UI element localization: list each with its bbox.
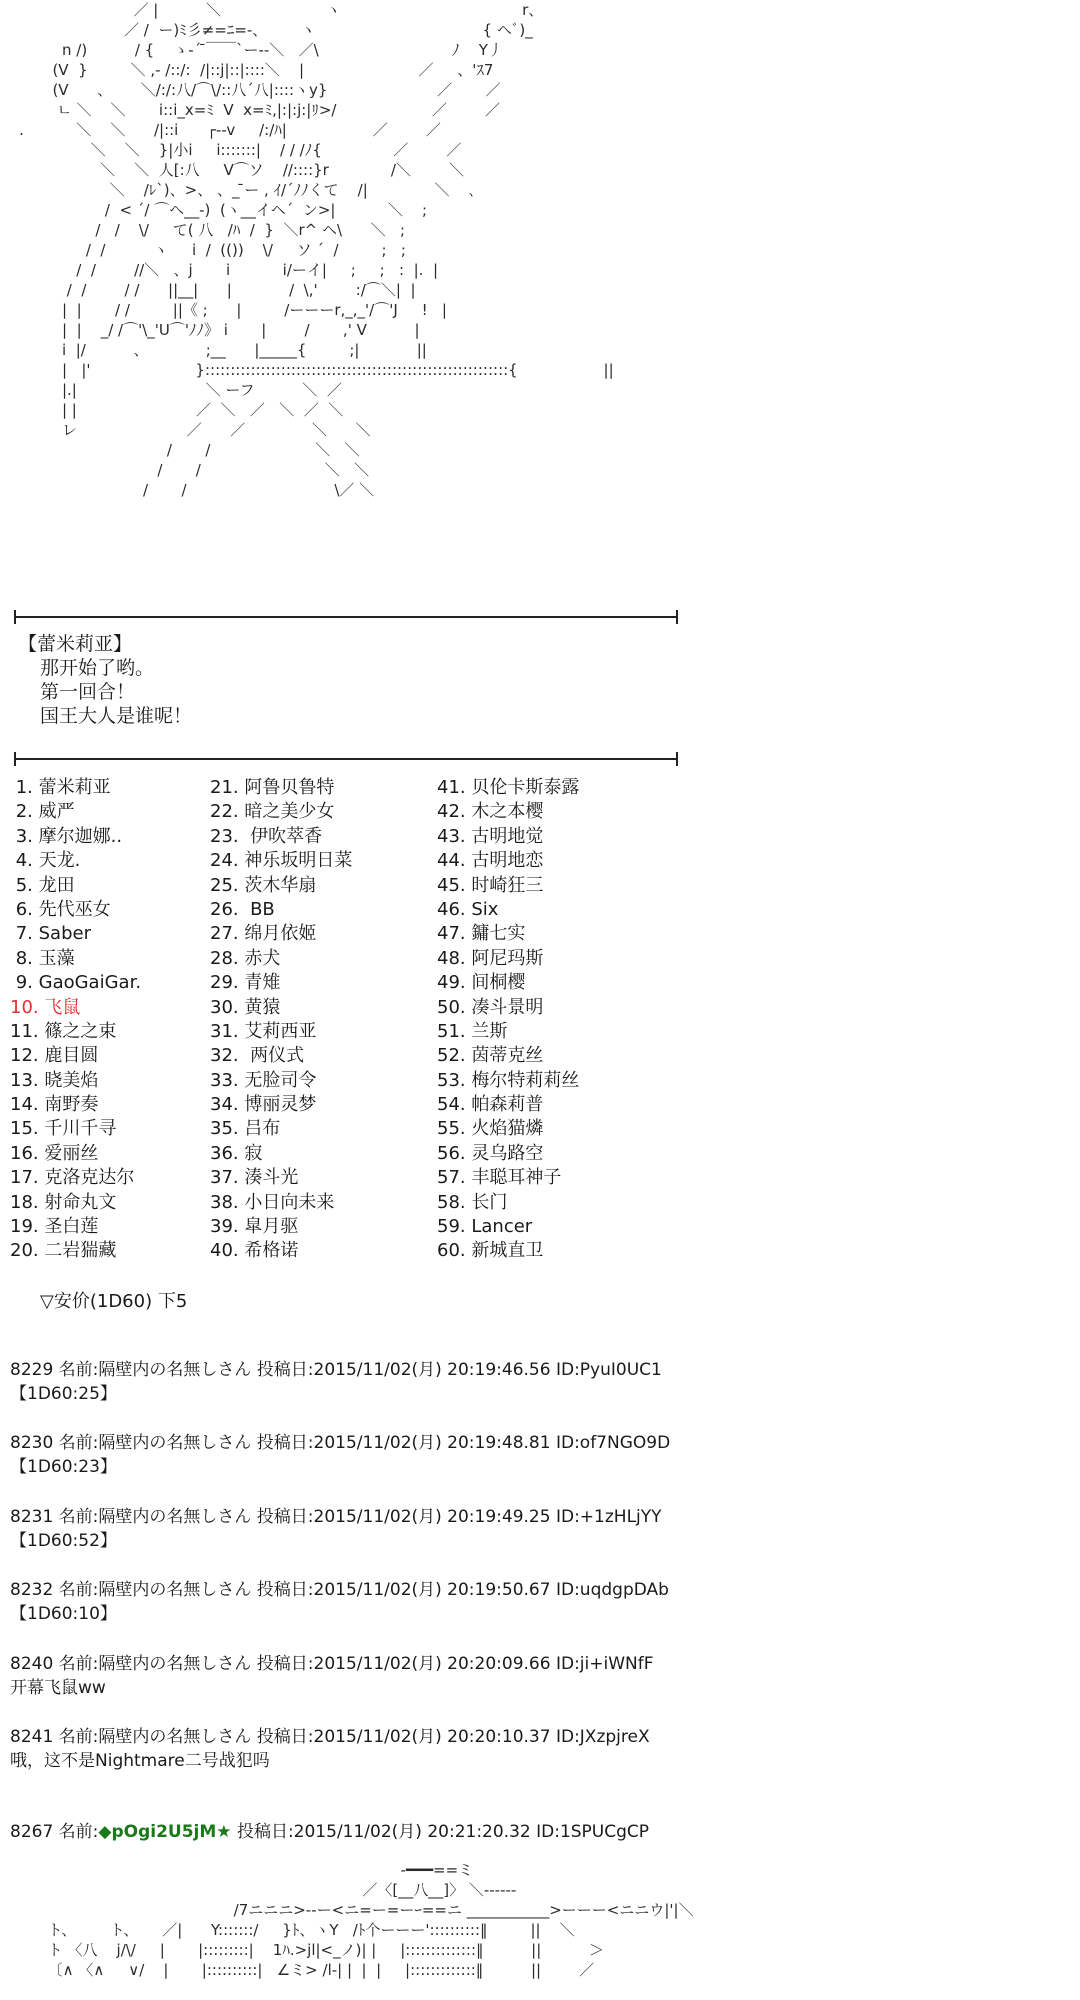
post: [10, 1505, 670, 1578]
name-list-item: 7. Saber: [10, 923, 91, 945]
name-list-item: 25. 茨木华扇: [210, 874, 317, 896]
post: [10, 1725, 670, 1798]
name-list-item: 31. 艾莉西亚: [210, 1020, 317, 1042]
name-list-item: 29. 青雉: [210, 972, 281, 994]
name-list-item: 41. 贝伦卡斯泰露: [437, 777, 580, 798]
post-header-8267: [10, 1820, 649, 1844]
name-list-item: 54. 帕森莉普: [437, 1094, 544, 1116]
post: [10, 1431, 670, 1504]
name-list-item: 3. 摩尔迦娜..: [10, 825, 123, 847]
name-list-item: 13. 晓美焰: [10, 1069, 99, 1091]
name-list-item: 37. 湊斗光: [210, 1167, 299, 1189]
post-body: 【1D60:52】: [10, 1530, 117, 1551]
name-list-item: 14. 南野奏: [10, 1094, 99, 1116]
name-list-item: 6. 先代巫女: [10, 898, 111, 920]
post: [10, 1358, 670, 1431]
name-list-item: 5. 龙田: [10, 874, 75, 896]
name-list-item: 4. 天龙.: [10, 850, 81, 872]
divider-top: [14, 616, 678, 618]
name-list-item: 10. 飞鼠: [10, 996, 81, 1018]
name-list-item: 52. 茵蒂克丝: [437, 1045, 544, 1067]
name-list-item: 21. 阿鲁贝鲁特: [210, 777, 335, 798]
tripcode: ◆pOgi2U5jM★: [98, 1822, 232, 1842]
name-list-item: 33. 无脸司令: [210, 1069, 317, 1091]
name-list-item: 24. 神乐坂明日菜: [210, 850, 353, 872]
name-list-item: 53. 梅尔特莉莉丝: [437, 1069, 580, 1091]
name-list-item: 59. Lancer: [437, 1216, 533, 1238]
name-list-item: 26. BB: [210, 898, 275, 920]
name-list-item: 19. 圣白莲: [10, 1216, 99, 1238]
name-list-item: 57. 丰聪耳神子: [437, 1167, 562, 1189]
name-list-item: 22. 暗之美少女: [210, 801, 335, 823]
post-list: [10, 1358, 670, 1798]
name-list-item: 9. GaoGaiGar.: [10, 972, 142, 994]
name-list-item: 30. 黄猿: [210, 996, 281, 1018]
name-list-item: 17. 克洛克达尔: [10, 1167, 135, 1189]
name-list-item: 58. 长门: [437, 1191, 508, 1213]
name-list-item: 40. 希格诺: [210, 1240, 299, 1262]
name-list-column-2: [210, 776, 352, 1264]
name-list-item: 34. 博丽灵梦: [210, 1094, 317, 1116]
post-body: 【1D60:10】: [10, 1604, 117, 1625]
dialog-line: 国王大人是谁呢！: [40, 705, 193, 727]
post-body: 【1D60:23】: [10, 1457, 117, 1478]
name-list-item: 16. 爱丽丝: [10, 1142, 99, 1164]
dialog-block: [18, 632, 192, 728]
dice-instruction: ▽安价(1D60) 下5: [40, 1291, 188, 1312]
post: [10, 1578, 670, 1651]
name-list-item: 28. 赤犬: [210, 947, 281, 969]
name-list-item: 55. 火焰猫燐: [437, 1118, 544, 1140]
name-list-item: 8. 玉藻: [10, 947, 75, 969]
post-header: 8240 名前:隔壁内の名無しさん 投稿日:2015/11/02(月) 20:20:09.66 ID:ji+iWNfF: [10, 1653, 654, 1674]
name-list-item: 18. 射命丸文: [10, 1191, 117, 1213]
post-header: 8241 名前:隔壁内の名無しさん 投稿日:2015/11/02(月) 20:20:10.37 ID:JXzpjreX: [10, 1726, 650, 1747]
name-list-item: 42. 木之本樱: [437, 801, 544, 823]
dialog-line: 那开始了哟。: [40, 657, 155, 679]
name-list-item: 12. 鹿目圆: [10, 1045, 99, 1067]
name-list-item: 32. 两仪式: [210, 1045, 305, 1067]
name-list-item: 20. 二岩猯藏: [10, 1240, 117, 1262]
name-list-item: 1. 蕾米莉亚: [10, 777, 111, 798]
name-list-item: 47. 鏞七实: [437, 923, 526, 945]
name-list-item: 46. Six: [437, 898, 499, 920]
name-list-item: 15. 千川千寻: [10, 1118, 117, 1140]
name-list-item: 43. 古明地觉: [437, 825, 544, 847]
name-list-column-1: [10, 776, 141, 1264]
name-list-item: 56. 灵乌路空: [437, 1142, 544, 1164]
name-list-item: 49. 间桐樱: [437, 972, 526, 994]
post-body: 哦，这不是Nightmare二号战犯吗: [10, 1750, 270, 1771]
post-prefix: 8267 名前:: [10, 1822, 99, 1842]
name-list-item: 2. 威严: [10, 801, 75, 823]
ascii-art-character: ／ | ＼ ヽ r、 ／ / ー)ﾐ彡≠=ﾆ=-、 ヽ { ヘﾞ)_ n /) / { ゝ-´ ̄￣￣`ー--＼ ／\ ﾉ Y丿 (V } ＼ ,- /::/: /|::j|::|::::＼ | ／ 、'ｽ7 (V 、 ＼/:/:八/⌒\/::八´八|::::ヽy} ／ ／ ㄴ ＼ ＼ i::i_x=ﾐ V x=ﾐ,|:|:j:|ﾘ>/ ／ ／ . ＼ ＼ /|::i ┌‐‐v /:/ﾊ| ／ ／ ＼ ＼ }|小i i:::::::| / / /ﾉ{ ／ ／ ＼ ＼ 人[:八 V⌒ソ //::::}r /＼ ＼ ＼ /ﾚ`)、>、 、_ ̄ー , ｲ/´ﾉﾉくて /| ＼ ､ / < ´/ ⌒ヘ__-) (ヽ__イヘ´ ン>| ＼ ; / / \/ て( 八 /ﾊ / } ＼r^ ヘ\ ＼ ; / / ヽ i / (()) \/ ソ ´ / ; ; / / //＼ 、j i i/ーイ| ; ; : |. | / / / / ||__| | / \,' :/⌒＼| | | | / / ||《 ; | /ーーーr,_,_'/⌒'J ! | | | _/ /⌒'\_'U⌒'ﾉﾉ》 i | / ,' V | i |/ 、 ;__ |_____{ ;| || | |' }::::::::::::::::::::::::::::::::::::::::::::::::::::::::::::{ || |.| ＼ ーフ ＼ ／ | | ／ ＼ ／ ＼ ／ ＼ レ ／ ／ ＼ ＼ / / ＼ ＼ / / ＼ ＼ / / \／ ＼: [19, 1, 614, 499]
name-list-item: 51. 兰斯: [437, 1020, 508, 1042]
post: [10, 1652, 670, 1725]
name-list-item: 50. 凑斗景明: [437, 996, 544, 1018]
name-list-item: 48. 阿尼玛斯: [437, 947, 544, 969]
name-list-item: 36. 寂: [210, 1142, 263, 1164]
name-list-column-3: [437, 776, 579, 1264]
name-list-item: 23. 伊吹萃香: [210, 825, 323, 847]
name-list-item: 38. 小日向未来: [210, 1191, 335, 1213]
name-list-item: 60. 新城直卫: [437, 1240, 544, 1262]
name-list-item: 44. 古明地恋: [437, 850, 544, 872]
post-body: 开幕飞鼠ww: [10, 1677, 106, 1698]
name-list-item: 27. 绵月依姬: [210, 923, 317, 945]
post-header: 8232 名前:隔壁内の名無しさん 投稿日:2015/11/02(月) 20:19:50.67 ID:uqdgpDAb: [10, 1580, 669, 1601]
divider-list: [14, 758, 678, 760]
name-list-item: 39. 皐月驱: [210, 1216, 299, 1238]
post-header: 8230 名前:隔壁内の名無しさん 投稿日:2015/11/02(月) 20:19:48.81 ID:of7NGO9D: [10, 1433, 671, 1454]
post-meta: 投稿日:2015/11/02(月) 20:21:20.32 ID:1SPUCgCP: [231, 1822, 650, 1842]
name-list-item: 11. 篠之之束: [10, 1020, 117, 1042]
speaker-label: 【蕾米莉亚】: [18, 633, 133, 655]
post-body: 【1D60:25】: [10, 1384, 117, 1404]
post-header: 8229 名前:隔壁内の名無しさん 投稿日:2015/11/02(月) 20:19:46.56 ID:PyuI0UC1: [10, 1360, 662, 1380]
name-list-item: 45. 时崎狂三: [437, 874, 544, 896]
dialog-line: 第一回合！: [40, 681, 136, 703]
post-header: 8231 名前:隔壁内の名無しさん 投稿日:2015/11/02(月) 20:19:49.25 ID:+1zHLjYY: [10, 1506, 662, 1527]
ascii-art-bottom: ‐━━━==ミ ／〈[__八__]〉 ＼------ /7ニニニ>--ー<ニ=ー=ーｰ==ニ ___________>ーーー<ニニウ|'|＼ ト、 ト、 ／| Y:::::::/ }ﾄ、ヽY /ﾄ个ーーー'::::::::::‖ || ＼ ト 〈八 j/\/ | |:::::::::| 1ﾊ.>jl|<_ノ)| | |::::::::::::::‖ || ＞ 〔∧ 〈∧ ∨/ | |::::::::::| ∠ミ> /l-| | | | |:::::::::::::‖ || ／: [47, 1861, 694, 1979]
name-list-item: 35. 吕布: [210, 1118, 281, 1140]
